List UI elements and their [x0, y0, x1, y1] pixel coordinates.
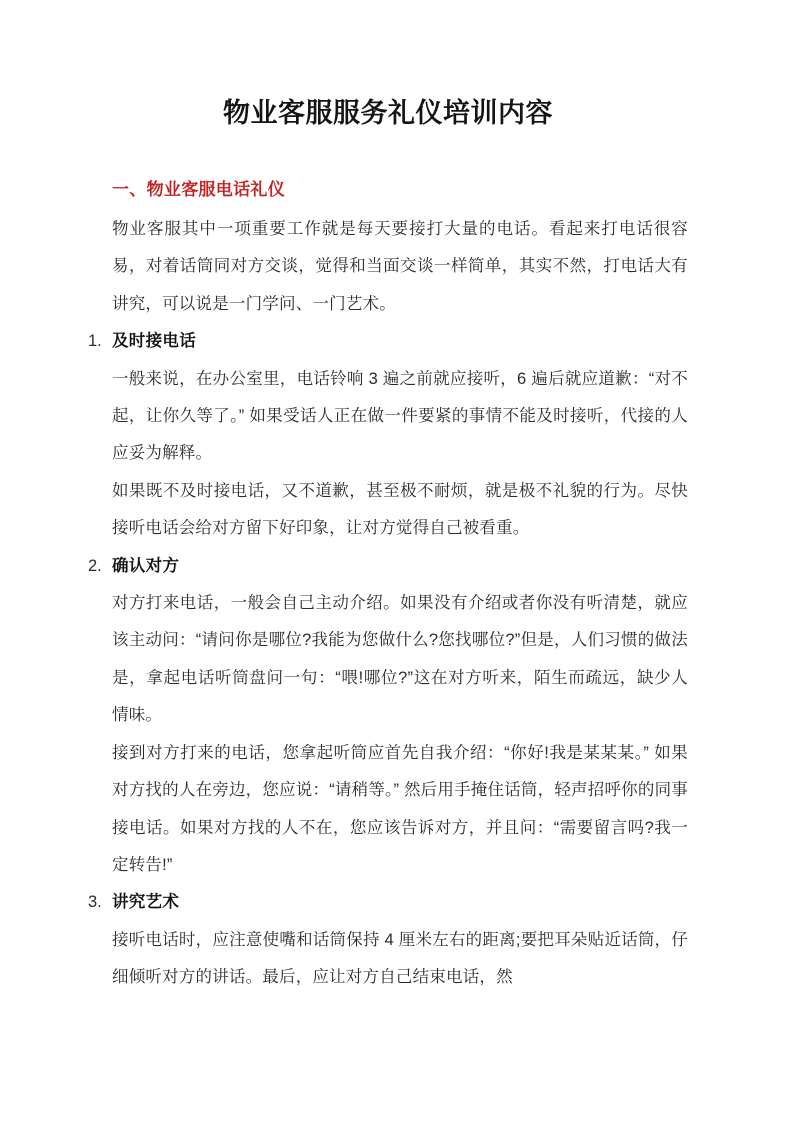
- list-item-title: 讲究艺术: [112, 893, 180, 912]
- list-item: [88, 323, 688, 547]
- list-item-title: 及时接电话: [112, 332, 196, 351]
- list-item: [88, 884, 688, 996]
- list-item-paragraph: 如果既不及时接电话，又不道歉，甚至极不耐烦，就是极不礼貌的行为。尽快接听电话会给对方留下好印象，让对方觉得自己被看重。: [112, 481, 688, 538]
- list-item-marker: 1.: [88, 332, 102, 351]
- list-item: [88, 548, 688, 885]
- intro-paragraph: 物业客服其中一项重要工作就是每天要接打大量的电话。看起来打电话很容易，对着话筒同对方交谈，觉得和当面交谈一样简单，其实不然，打电话大有讲究，可以说是一门学问、一门艺术。: [112, 220, 688, 313]
- list-item-paragraph: 接到对方打来的电话，您拿起听筒应首先自我介绍：“你好!我是某某某。” 如果对方找的人在旁边，您应说：“请稍等。” 然后用手掩住话筒，轻声招呼你的同事接电话。如果对方找的人不在，您应该告诉对方，并且问：“需要留言吗?我一定转告!”: [112, 743, 688, 874]
- list-item-paragraph: 一般来说，在办公室里，电话铃响 3 遍之前就应接听，6 遍后就应道歉：“对不起，让你久等了。” 如果受话人正在做一件要紧的事情不能及时接听，代接的人应妥为解释。: [112, 369, 688, 463]
- list-item-title: 确认对方: [112, 556, 180, 575]
- list-item-marker: 3.: [88, 893, 102, 912]
- document-body: [88, 0, 688, 997]
- section-heading-phone-etiquette: 一、物业客服电话礼仪: [112, 180, 285, 199]
- list-item-paragraph: 对方打来电话，一般会自己主动介绍。如果没有介绍或者你没有听清楚，就应该主动问：“请问你是哪位?我能为您做什么?您找哪位?”但是，人们习惯的做法是，拿起电话听筒盘问一句：“喂!哪位?”这在对方听来，陌生而疏远，缺少人情味。: [112, 594, 688, 725]
- list-item-paragraph: 接听电话时，应注意使嘴和话筒保持 4 厘米左右的距离;要把耳朵贴近话筒，仔细倾听对方的讲话。最后，应让对方自己结束电话，然: [112, 930, 688, 987]
- page-title: 物业客服服务礼仪培训内容: [223, 98, 553, 129]
- numbered-list: [88, 323, 688, 996]
- list-item-marker: 2.: [88, 556, 102, 575]
